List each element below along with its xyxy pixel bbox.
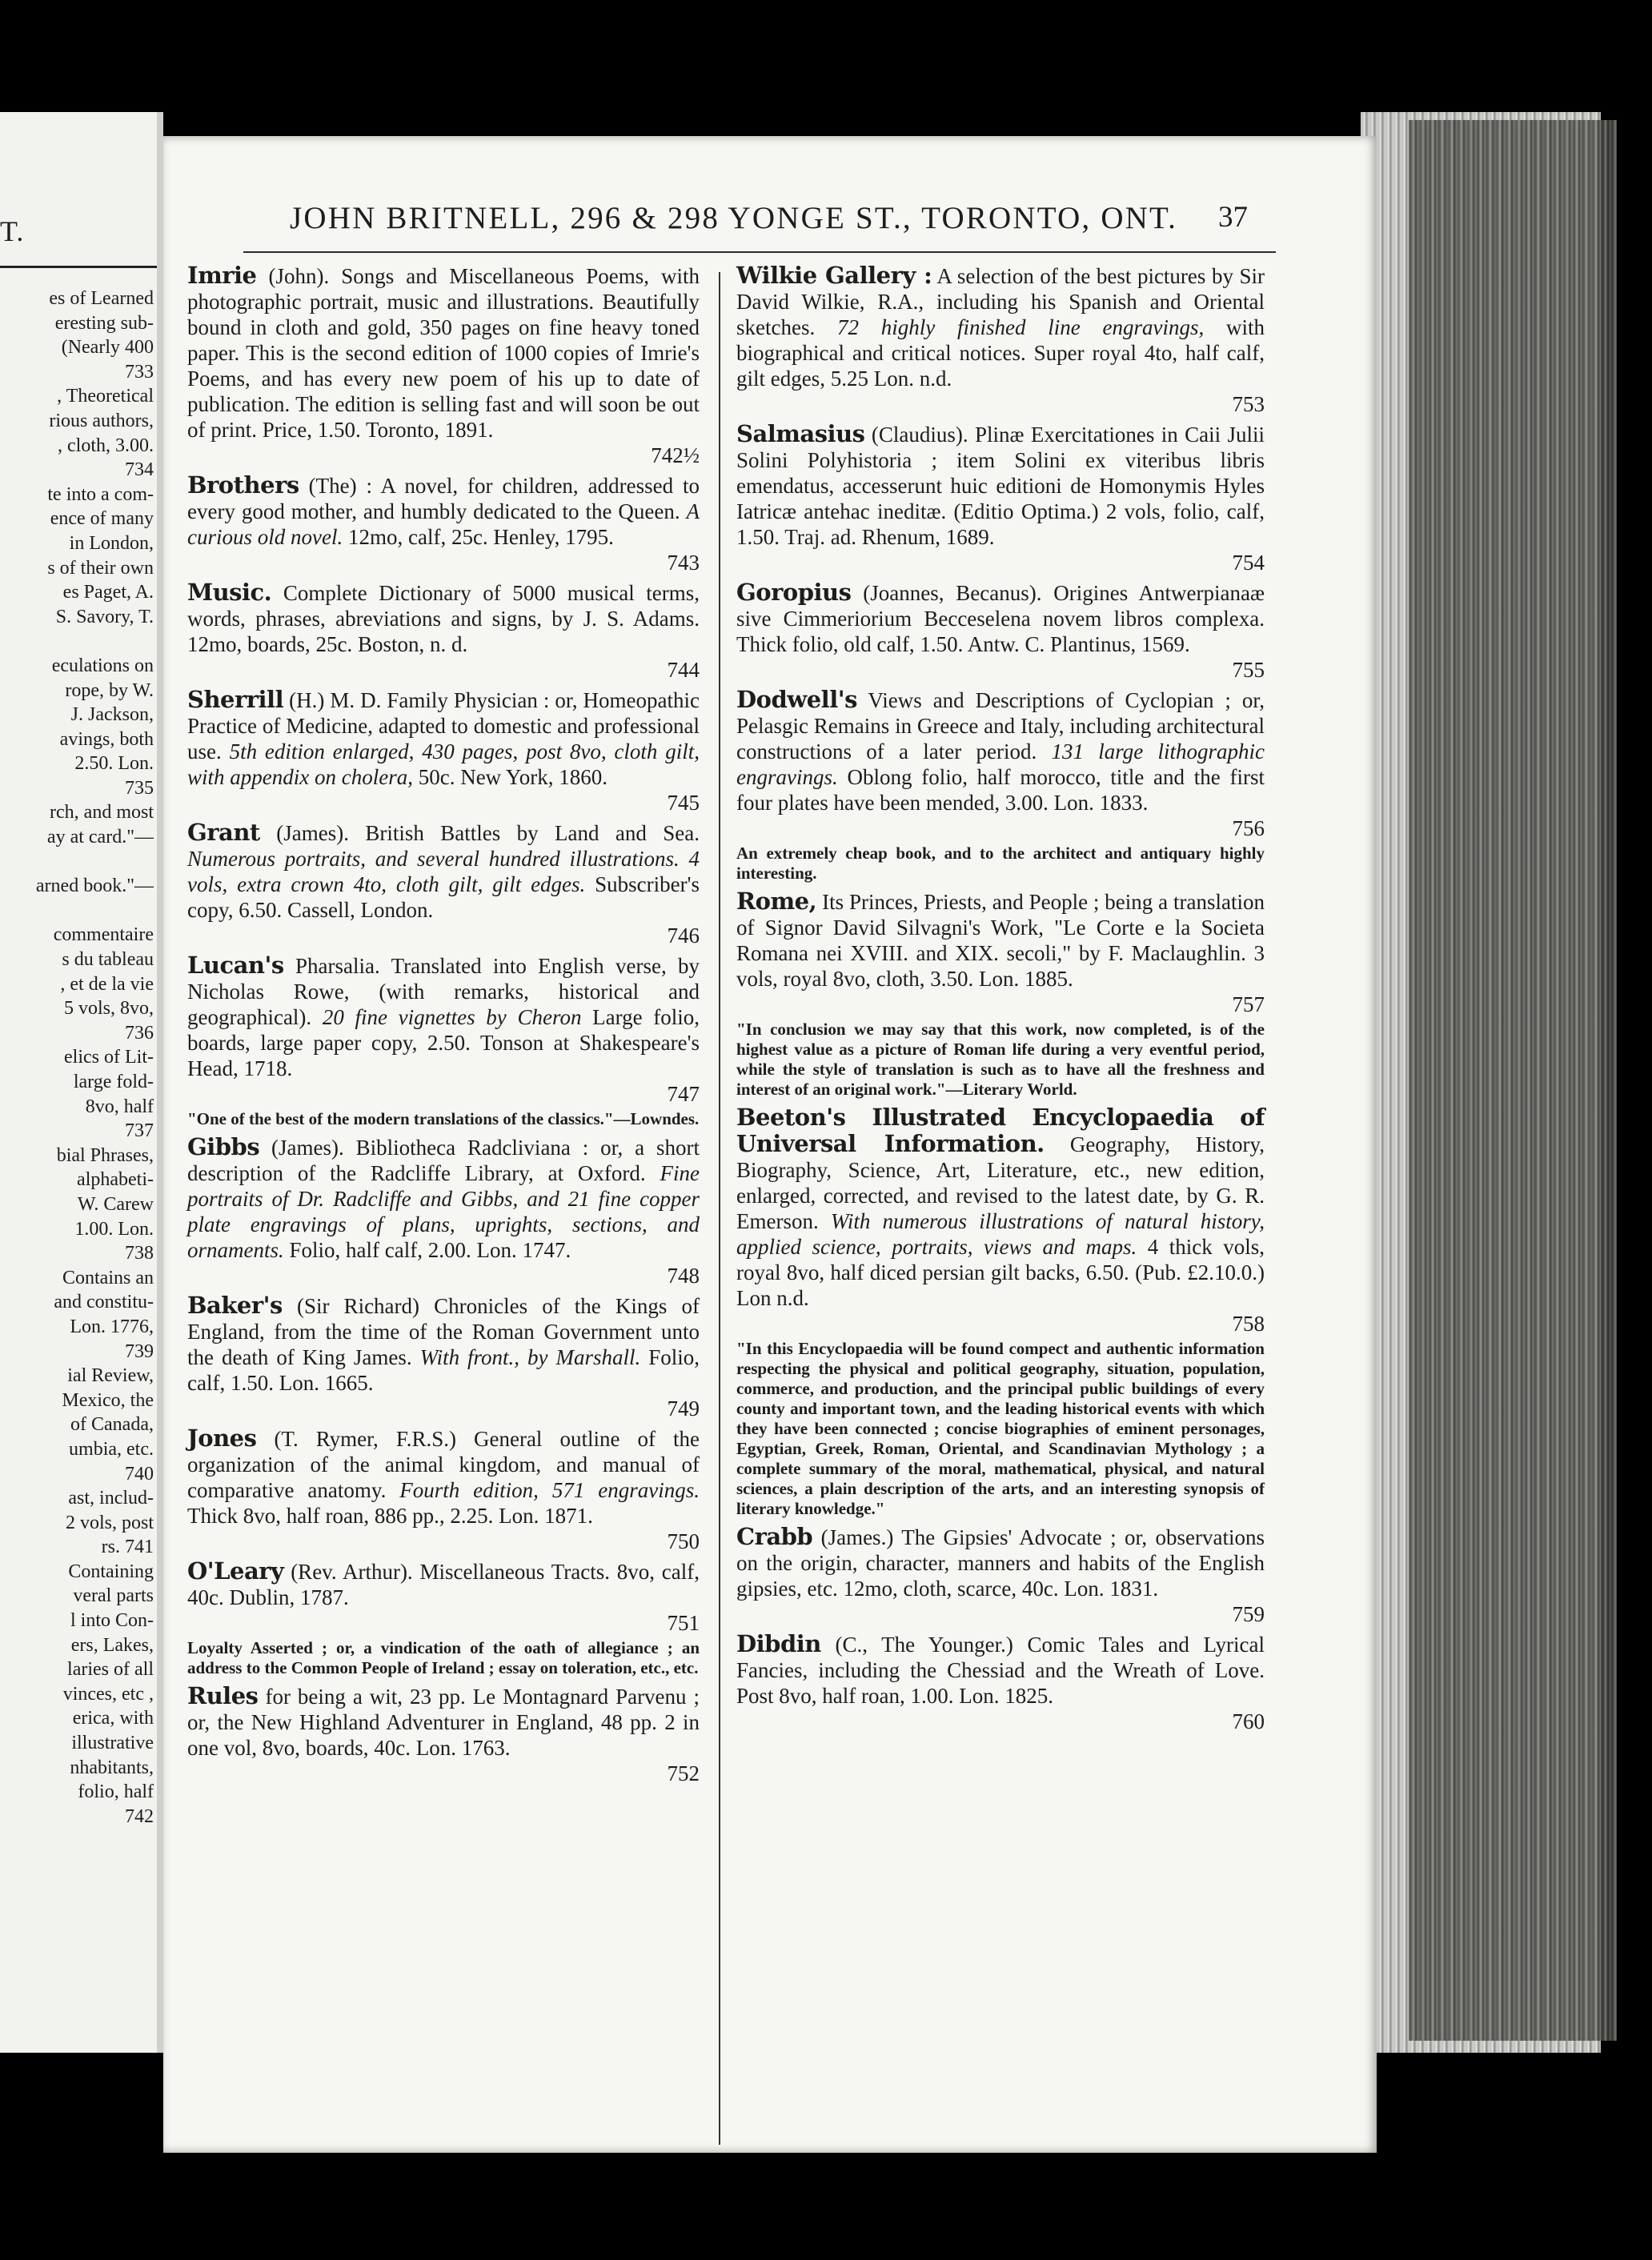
entry-heading: Wilkie Gallery : [736, 262, 932, 289]
entry-body: (James.) The Gipsies' Advocate ; or, observations on the origin, character, manners and habits of the English gipsies, etc. 12mo, cloth, scarce, 40c. Lon. 1831. [736, 1525, 1265, 1601]
running-head [163, 200, 1377, 240]
facing-page-line: es Paget, A. [62, 582, 154, 603]
entry-text [736, 421, 1265, 575]
entry-body: (James). Bibliotheca Radcliviana : or, a short description of the Radcliffe Library, at Oxford. [187, 1136, 700, 1185]
facing-page-line: 5 vols, 8vo, [63, 998, 154, 1020]
entry-body-continued: Subscriber's copy, 6.50. Cassell, London. [187, 872, 700, 922]
entry-body: Views and Descriptions of Cyclopian ; or, Pelasgic Remains in Greece and Italy, including architectural constructions of a later period. [736, 688, 1265, 763]
catalogue-entry [736, 687, 1265, 884]
entry-heading: Baker's [187, 1292, 283, 1319]
entry-number: 743 [667, 551, 700, 575]
entry-italic-note: Fourth edition, 571 engravings. [399, 1478, 700, 1502]
facing-page-line: laries of all [67, 1659, 154, 1681]
facing-page-line: umbia, etc. [69, 1438, 154, 1460]
facing-page-line: l into Con- [70, 1610, 154, 1632]
facing-page-line: (Nearly 400 [61, 337, 154, 359]
entry-body: (Claudius). Plinæ Exercitationes in Caii Julii Solini Polyhistoria ; item Solini ex viteribus libris emendatus, accesserunt huic editioni de Homonymis Hyles Iatricæ antehac ineditæ. (Editio Optima.) 2 vols, folio, calf, 1.50. Traj. ad. Rhenum, 1689. [736, 423, 1265, 549]
facing-page-line: 8vo, half [85, 1096, 154, 1117]
entry-text [736, 1631, 1265, 1734]
facing-page-line: 2 vols, post [65, 1512, 154, 1533]
entry-number: 745 [667, 791, 700, 815]
catalogue-entry [187, 1134, 700, 1288]
entry-body: Its Princes, Priests, and People ; being a translation of Signor David Silvagni's Work, "Le Corte e la Societa Romana nei XVIII. and XIX. secoli," by F. Maclaughlin. 3 vols, royal 8vo, cloth, 3.50. Lon. 1885. [736, 890, 1265, 991]
entry-text [187, 1292, 700, 1421]
facing-page-line: rope, by W. [65, 679, 154, 701]
entry-heading: Grant [187, 819, 260, 846]
facing-page-line [2, 629, 154, 654]
facing-page-line: 739 [125, 1340, 154, 1362]
entry-body-continued: Folio, half calf, 2.00. Lon. 1747. [289, 1238, 571, 1262]
entry-heading: Salmasius [736, 420, 865, 447]
facing-page-line: rch, and most [50, 802, 154, 823]
header-rule [243, 251, 1276, 253]
entry-body: Complete Dictionary of 5000 musical terms, words, phrases, abreviations and signs, by J. S. Adams. 12mo, boards, 25c. Boston, n. d. [187, 581, 700, 656]
entry-heading: Lucan's [187, 952, 284, 979]
entry-number: 754 [1232, 551, 1265, 575]
entry-text [187, 262, 700, 468]
catalogue-entry [187, 1292, 700, 1421]
facing-page-line: , Theoretical [57, 386, 154, 407]
facing-page-line: elics of Lit- [64, 1047, 154, 1068]
running-head-title: JOHN BRITNELL, 296 & 298 YONGE ST., TORONTO, ONT. [290, 201, 1178, 235]
facing-page-line: rious authors, [49, 410, 154, 431]
entry-heading: Sherrill [187, 686, 284, 713]
catalogue-entry [187, 579, 700, 683]
entry-body: Pharsalia. Translated into English verse, by Nicholas Rowe, (with remarks, historical and geographical). [187, 954, 700, 1029]
facing-page-line: eresting sub- [54, 312, 154, 334]
entry-number: 753 [1232, 392, 1265, 416]
catalogue-entry [736, 1524, 1265, 1627]
entry-text [736, 1524, 1265, 1627]
catalogue-entry [736, 1631, 1265, 1734]
entry-text [736, 687, 1265, 841]
facing-page-line: rs. 741 [101, 1537, 154, 1558]
entry-body-continued: Thick 8vo, half roan, 886 pp., 2.25. Lon. 1871. [187, 1504, 593, 1528]
entry-quotation: An extremely cheap book, and to the architect and antiquary highly interesting. [736, 843, 1265, 883]
facing-page-line: 734 [125, 459, 154, 481]
entry-text [187, 1134, 700, 1288]
entry-body: for being a wit, 23 pp. Le Montagnard Parvenu ; or, the New Highland Adventurer in England, 48 pp. 2 in one vol, 8vo, boards, 40c. Lon. 1763. [187, 1685, 700, 1760]
entry-text [187, 1683, 700, 1786]
facing-page-line: 738 [125, 1243, 154, 1264]
entry-text [187, 819, 700, 948]
facing-page-line: arned book."— [35, 876, 154, 897]
entry-italic-note: Fine portraits of Dr. Radcliffe and Gibbs, and 21 fine copper plate engravings of plans, uprights, sections, and ornaments. [187, 1161, 700, 1262]
facing-page-line: and constitu- [54, 1292, 154, 1313]
catalogue-entry [187, 1558, 700, 1678]
entry-number: 757 [1232, 992, 1265, 1016]
facing-page-line: avings, both [59, 728, 154, 750]
entry-number: 756 [1232, 816, 1265, 840]
facing-page-line [2, 899, 154, 924]
entry-heading: Brothers [187, 471, 299, 499]
facing-page-line: vinces, etc , [62, 1683, 154, 1705]
facing-page-line: 2.50. Lon. [74, 753, 154, 775]
catalogue-entry [736, 579, 1265, 683]
entry-number: 748 [667, 1264, 700, 1288]
entry-heading: Gibbs [187, 1133, 260, 1160]
catalogue-entry [736, 888, 1265, 1100]
entry-italic-note: 72 highly finished line engravings, [836, 315, 1205, 339]
facing-page-line: S. Savory, T. [55, 606, 154, 627]
entry-heading: Beeton's Illustrated Encyclopaedia of Universal Information. [736, 1104, 1265, 1157]
facing-page-line: 737 [125, 1120, 154, 1142]
entry-body-continued: Oblong folio, half morocco, title and the first four plates have been mended, 3.00. Lon. 1833. [736, 765, 1265, 815]
entry-text [187, 472, 700, 575]
facing-page-line: ay at card."— [46, 827, 154, 848]
facing-page-line: 735 [125, 777, 154, 799]
catalogue-entry [187, 819, 700, 948]
entry-quotation: "In this Encyclopaedia will be found compect and authentic information respecting the physical and political geography, situation, population, commerce, and production, and the principal public buildings of every county and important town, and the leading historical events with which they have been connected ; concise biographies of eminent personages, Egyptian, Greek, Roman, Oriental, and Scandinavian Mythology ; a complete summary of the moral, mathematical, physical, and natural sciences, a plain description of the arts, and an interesting synopsis of literary knowledge." [736, 1339, 1265, 1518]
entry-body: (T. Rymer, F.R.S.) General outline of the organization of the animal kingdom, and manual of comparative anatomy. [187, 1427, 700, 1502]
catalogue-entry [187, 1683, 700, 1786]
facing-page-line: ence of many [50, 508, 154, 530]
catalogue-entry [187, 262, 700, 468]
entry-heading: Goropius [736, 579, 852, 606]
entry-italic-note: 131 large lithographic engravings. [736, 739, 1265, 789]
entry-body: (James). British Battles by Land and Sea. [276, 821, 700, 845]
facing-page-line: ial Review, [67, 1365, 154, 1387]
facing-page-fragment [0, 112, 163, 2053]
entry-number: 742½ [651, 443, 700, 467]
entry-italic-note: With numerous illustrations of natural history, applied science, portraits, views and maps. [736, 1209, 1265, 1259]
entry-number: 749 [667, 1396, 700, 1421]
entry-text [187, 1558, 700, 1636]
catalogue-entry [736, 1104, 1265, 1519]
entry-number: 760 [1232, 1709, 1265, 1733]
entry-number: 758 [1232, 1312, 1265, 1336]
facing-page-header: T. [0, 215, 25, 247]
page-number: 37 [1218, 201, 1248, 234]
facing-page-line: , cloth, 3.00. [58, 435, 154, 456]
facing-page-line: , et de la vie [60, 973, 154, 995]
facing-page-line: veral parts [73, 1585, 154, 1607]
facing-page-line [2, 850, 154, 875]
facing-page-line: J. Jackson, [70, 704, 154, 726]
facing-page-text [2, 287, 154, 1829]
entry-number: 747 [667, 1082, 700, 1106]
catalogue-entry [187, 687, 700, 815]
entry-body-continued: Large folio, boards, large paper copy, 2.50. Tonson at Shakespeare's Head, 1718. [187, 1005, 700, 1080]
facing-page-line: Mexico, the [62, 1389, 154, 1411]
entry-text [736, 1104, 1265, 1336]
facing-page-line: nhabitants, [70, 1757, 154, 1778]
facing-page-line: erica, with [72, 1708, 154, 1729]
entry-body: (Rev. Arthur). Miscellaneous Tracts. 8vo, calf, 40c. Dublin, 1787. [187, 1560, 700, 1609]
catalogue-entry [736, 262, 1265, 417]
facing-page-line: es of Learned [49, 288, 154, 309]
entry-text [187, 952, 700, 1107]
entry-heading: Rome, [736, 888, 817, 915]
entry-heading: O'Leary [187, 1557, 284, 1585]
facing-page-line: 1.00. Lon. [74, 1218, 154, 1240]
entry-number: 759 [1232, 1602, 1265, 1626]
book-page-edges-shadow [1409, 120, 1617, 2041]
facing-page-line: Containing [68, 1561, 154, 1582]
facing-page-line: ers, Lakes, [70, 1634, 154, 1656]
entry-body-continued: with biographical and critical notices. Super royal 4to, half calf, gilt edges, 5.25 Lon. n.d. [736, 315, 1265, 391]
facing-page-line: ast, includ- [68, 1488, 154, 1509]
entry-text [187, 1425, 700, 1554]
entry-body-continued: 50c. New York, 1860. [418, 765, 607, 789]
entry-number: 746 [667, 924, 700, 948]
facing-page-line: eculations on [51, 655, 154, 676]
facing-page-line: 733 [125, 361, 154, 383]
facing-page-line: s of their own [47, 557, 154, 579]
entry-heading: Dibdin [736, 1630, 821, 1657]
entry-italic-note: Numerous portraits, and several hundred illustrations. 4 vols, extra crown 4to, cloth gilt, gilt edges. [187, 847, 700, 896]
entry-text [736, 262, 1265, 417]
facing-page-line: 736 [125, 1022, 154, 1044]
entry-heading: Jones [187, 1425, 257, 1452]
entry-body-continued: 12mo, calf, 25c. Henley, 1795. [347, 525, 614, 549]
facing-page-line: in London, [69, 532, 154, 554]
entry-body: (Sir Richard) Chronicles of the Kings of England, from the time of the Roman Government unto the death of King James. [187, 1294, 700, 1369]
entry-italic-note: 5th edition enlarged, 430 pages, post 8vo, cloth gilt, with appendix on cholera, [187, 739, 700, 789]
entry-text [187, 687, 700, 815]
facing-page-line: bial Phrases, [56, 1144, 154, 1166]
facing-page-line: W. Carew [77, 1193, 154, 1215]
column-divider [719, 272, 720, 2145]
entry-number: 755 [1232, 658, 1265, 682]
entry-italic-note: With front., by Marshall. [419, 1345, 641, 1369]
facing-page-line: folio, half [78, 1781, 154, 1803]
facing-page-line: large fold- [73, 1072, 154, 1092]
entry-body: (C., The Younger.) Comic Tales and Lyrical Fancies, including the Chessiad and the Wreath of Love. Post 8vo, half roan, 1.00. Lon. 1825. [736, 1633, 1265, 1708]
entry-italic-note: 20 fine vignettes by Cheron [322, 1005, 582, 1029]
entry-heading: Crabb [736, 1523, 813, 1550]
entry-heading: Music. [187, 579, 272, 606]
facing-page-rule [0, 266, 157, 268]
entry-number: 744 [667, 658, 700, 682]
right-column [736, 262, 1265, 1738]
entry-body: Geography, History, Biography, Science, Art, Literature, etc., new edition, enlarged, corrected, and revised to the latest date, by G. R. Emerson. [736, 1132, 1265, 1233]
catalogue-entry [187, 472, 700, 575]
entry-number: 750 [667, 1529, 700, 1553]
facing-page-line: of Canada, [70, 1414, 154, 1436]
entry-body: (The) : A novel, for children, addressed to every good mother, and humbly dedicated to the Queen. [187, 474, 700, 523]
entry-heading: Dodwell's [736, 686, 857, 713]
catalogue-entry [187, 1425, 700, 1554]
entry-body: (H.) M. D. Family Physician : or, Homeopathic Practice of Medicine, adapted to domestic and professional use. [187, 688, 700, 763]
entry-italic-note: A curious old novel. [187, 499, 700, 549]
facing-page-line: commentaire [53, 924, 154, 946]
entry-quotation: "In conclusion we may say that this work, now completed, is of the highest value as a picture of Roman life during a very eventful period, while the style of translation is such as to have all the freshness and interest of an original work."—Literary World. [736, 1020, 1265, 1099]
entry-body: (John). Songs and Miscellaneous Poems, with photographic portrait, music and illustrations. Beautifully bound in cloth and gold, 350 pages on fine heavy toned paper. This is the second edition of 1000 copies of Imrie's Poems, and has every new poem of his up to date of publication. The edition is selling fast and will soon be out of print. Price, 1.50. Toronto, 1891. [187, 264, 700, 442]
facing-page-line: Lon. 1776, [70, 1316, 154, 1337]
entry-text [736, 579, 1265, 683]
facing-page-line: te into a com- [47, 483, 154, 505]
entry-body-continued: Folio, calf, 1.50. Lon. 1665. [187, 1345, 700, 1395]
facing-page-line: 740 [125, 1463, 154, 1485]
entry-text [187, 579, 700, 683]
facing-page-line: 742 [125, 1805, 154, 1827]
facing-page-line: s du tableau [62, 949, 154, 971]
left-column [187, 262, 700, 1790]
facing-page-line: illustrative [71, 1733, 154, 1754]
catalogue-entry [736, 421, 1265, 575]
entry-body: (Joannes, Becanus). Origines Antwerpianaæ sive Cimmeriorium Becceselena novem libros complexa. Thick folio, old calf, 1.50. Antw. C. Plantinus, 1569. [736, 581, 1265, 656]
facing-page-line: Contains an [62, 1267, 154, 1288]
facing-page-line: alphabeti- [77, 1169, 154, 1191]
catalogue-entry [187, 952, 700, 1129]
entry-heading: Imrie [187, 262, 257, 289]
entry-number: 751 [667, 1611, 700, 1635]
entry-quotation: Loyalty Asserted ; or, a vindication of the oath of allegiance ; an address to the Common People of Ireland ; essay on toleration, etc., etc. [187, 1638, 700, 1677]
entry-heading: Rules [187, 1682, 259, 1709]
entry-quotation: "One of the best of the modern translations of the classics."—Lowndes. [187, 1109, 700, 1128]
entry-body: A selection of the best pictures by Sir David Wilkie, R.A., including his Spanish and Oriental sketches. [736, 264, 1265, 339]
catalogue-page [163, 136, 1377, 2153]
entry-body-continued: 4 thick vols, royal 8vo, half diced persian gilt backs, 6.50. (Pub. £2.10.0.) Lon n.d. [736, 1235, 1265, 1310]
entry-text [736, 888, 1265, 1017]
entry-number: 752 [667, 1761, 700, 1785]
